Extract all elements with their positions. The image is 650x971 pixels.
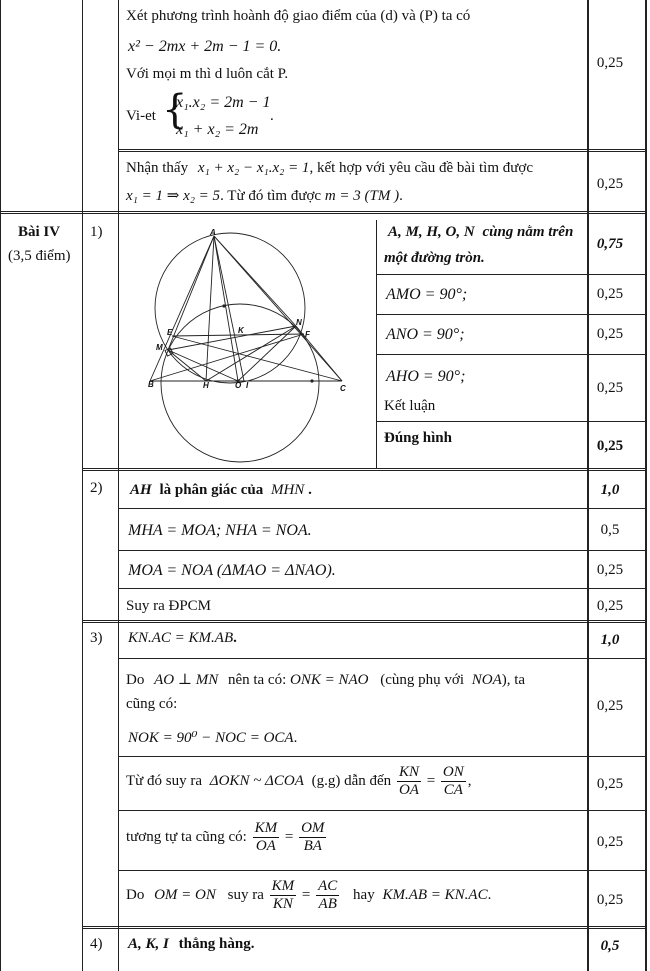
part2-step2-score: 0,25 [596, 562, 624, 578]
row-divider [118, 588, 647, 589]
denominator: KN [272, 896, 293, 912]
bai-points: (3,5 điểm) [8, 248, 71, 264]
row-divider [376, 314, 647, 315]
part3-s2 [126, 764, 472, 799]
numerator: KM [271, 878, 295, 894]
part3-s4-m: OM = ON [154, 886, 216, 903]
circle-amhon [155, 233, 305, 383]
observe-result: m = 3 (TM ) [324, 188, 400, 204]
grid-line [82, 0, 83, 971]
observe-eq2: x₁ = 1 ⇒ x₂ = 5 [126, 188, 221, 204]
part2-step2: MOA = NOA (ΔMAO = ΔNAO). [128, 562, 336, 579]
observe-eq: x₁ + x₂ − x₁.x₂ = 1 [197, 160, 310, 176]
part2-claim-score: 1,0 [600, 482, 620, 498]
observe-line2 [126, 186, 403, 205]
line-am [168, 236, 214, 350]
vieta-dot: . [270, 108, 274, 124]
equals: = [301, 886, 311, 903]
grid-line [118, 0, 119, 971]
label-a: A [210, 228, 216, 237]
row-divider [118, 810, 647, 811]
row-divider [118, 550, 647, 551]
intro-score: 0,25 [596, 55, 624, 71]
row-divider [376, 274, 647, 275]
part4-claim [128, 936, 254, 953]
part3-s2-m: ΔOKN ~ ΔCOA [209, 772, 304, 789]
part3-s4-m2: KM.AB = KN.AC [382, 886, 488, 903]
vieta-eq1: x₁.x₂ = 2m − 1 [176, 94, 271, 111]
numerator: AC [318, 878, 338, 894]
point-marker [310, 379, 313, 382]
vieta-eq2: x₁ + x₂ = 2m [176, 121, 259, 138]
part3-claim-score: 1,0 [600, 632, 620, 648]
part2-number: 2) [90, 480, 103, 496]
part3-s3-a: tương tự ta cũng có: [126, 828, 247, 845]
part3-claim-dot: . [233, 630, 237, 646]
part3-s1-a: Do [126, 672, 145, 688]
line-ac [214, 236, 342, 381]
vieta-label: Vi-et [126, 108, 156, 124]
numerator: ON [442, 764, 464, 780]
part3-s1-d: ), ta [501, 672, 526, 688]
part3-s1-m2: ONK = NAO [290, 672, 369, 688]
observe-text-b: , kết hợp với yêu cầu đề bài tìm được [309, 160, 533, 176]
part3-s1-score: 0,25 [596, 698, 624, 714]
denominator: OA [255, 838, 276, 854]
part2-step1-score: 0,5 [600, 522, 620, 538]
row-divider [376, 421, 647, 422]
row-divider [376, 354, 647, 355]
line-ab [150, 236, 214, 381]
label-c: C [340, 384, 346, 393]
line-nc [296, 326, 342, 381]
intro-line3: Với mọi m thì d luôn cắt P. [126, 66, 289, 82]
part4-claim-math: A, K, I [128, 936, 169, 952]
part3-s1-b: nên ta có: [227, 672, 287, 688]
row-divider [82, 926, 647, 929]
part1-claim-text: cùng nằm trên [482, 224, 574, 240]
part3-s4 [126, 878, 491, 913]
part3-number: 3) [90, 630, 103, 646]
numerator: KM [254, 820, 278, 836]
part1-claim-math: A, M, H, O, N [388, 224, 475, 240]
part1-claim-score: 0,75 [596, 236, 624, 252]
part2-step1: MHA = MOA; NHA = NOA. [128, 522, 312, 539]
fraction [316, 878, 339, 913]
part2-claim-dot: . [308, 482, 312, 498]
label-f: F [305, 330, 310, 339]
part3-s1-line3 [128, 728, 297, 747]
row-divider [0, 211, 647, 214]
part3-s1-line3-math: NOK = 90⁰ − NOC = OCA [128, 730, 294, 746]
observe-text-c: . Từ đó tìm được [220, 188, 322, 204]
part1-step2-score: 0,25 [596, 326, 624, 342]
part4-claim-text: thẳng hàng. [178, 936, 255, 952]
part1-claim-text2: một đường tròn. [384, 250, 485, 266]
row-divider [118, 756, 647, 757]
row-divider [82, 468, 647, 471]
observe-end: . [399, 188, 403, 204]
part1-step3: AHO = 90°; [386, 368, 466, 385]
denominator: BA [303, 838, 322, 854]
part3-s1-line1 [126, 670, 525, 689]
observe-line1 [126, 160, 533, 177]
part2-claim-math2: MHN [270, 482, 305, 498]
numerator: OM [301, 820, 325, 836]
bai-label: Bài IV [18, 224, 61, 240]
part1-step3-score: 0,25 [596, 380, 624, 396]
row-divider [118, 508, 647, 509]
part3-s1-c: (cùng phụ với [380, 672, 464, 688]
line-mo [168, 350, 238, 381]
equals: = [426, 772, 436, 789]
intro-equation: x² − 2mx + 2m − 1 = 0. [128, 38, 282, 55]
part3-s4-end: . [487, 886, 492, 903]
part3-s1-line2: cũng có: [126, 696, 178, 712]
fraction [299, 820, 326, 855]
point-center [222, 304, 225, 307]
vieta-brace: { [162, 87, 188, 133]
part1-step4: Đúng hình [384, 430, 452, 446]
geometry-figure [120, 222, 374, 466]
equals: = [284, 828, 294, 845]
part1-step1-score: 0,25 [596, 286, 624, 302]
part3-s1-line3-dot: . [293, 730, 298, 746]
part3-s1-m3: NOA [471, 672, 502, 688]
denominator: OA [398, 782, 419, 798]
denominator: AB [318, 896, 337, 912]
part3-s3-score: 0,25 [596, 834, 624, 850]
fraction [253, 820, 280, 855]
observe-score: 0,25 [596, 176, 624, 192]
part1-number: 1) [90, 224, 103, 240]
label-i: I [246, 381, 249, 390]
part2-claim-text: là phân giác của [159, 482, 264, 498]
part3-claim [128, 630, 237, 647]
label-n: N [296, 318, 302, 327]
part1-conclusion: Kết luận [384, 398, 436, 414]
label-o: O [235, 381, 242, 390]
part4-number: 4) [90, 936, 103, 952]
part3-claim-math: KN.AC = KM.AB [128, 630, 234, 646]
part1-step2: ANO = 90°; [386, 326, 465, 343]
part4-claim-score: 0,5 [600, 938, 620, 954]
intro-line1: Xét phương trình hoành độ giao điểm của (d) và (P) ta có [126, 8, 471, 24]
label-b: B [148, 380, 154, 389]
fraction [270, 878, 297, 913]
label-h: H [203, 381, 209, 390]
grid-line [0, 0, 1, 971]
denominator: CA [443, 782, 463, 798]
part3-s4-c: hay [353, 886, 375, 903]
part3-s2-score: 0,25 [596, 776, 624, 792]
part2-claim-math: AH [130, 482, 152, 498]
part3-s4-a: Do [126, 886, 145, 903]
part2-step3: Suy ra ĐPCM [126, 598, 212, 614]
observe-text-a: Nhận thấy [126, 160, 189, 176]
part3-s4-b: suy ra [227, 886, 264, 903]
part1-step4-score: 0,25 [596, 438, 624, 454]
fraction [397, 764, 421, 799]
part3-s3 [126, 820, 328, 855]
row-divider [82, 620, 647, 623]
part3-s2-end: , [467, 772, 472, 789]
part3-s2-b: (g.g) dẫn đến [311, 772, 392, 789]
fraction [441, 764, 466, 799]
label-k: K [238, 326, 244, 335]
line-ai [214, 236, 244, 381]
part3-s1-m1: AO ⊥ MN [154, 672, 219, 688]
label-e: E [167, 328, 173, 337]
row-divider [118, 658, 647, 659]
part1-step1: AMO = 90°; [386, 286, 468, 303]
part3-s4-score: 0,25 [596, 892, 624, 908]
part2-claim [130, 482, 312, 499]
numerator: KN [398, 764, 419, 780]
label-m: M [156, 343, 163, 352]
grid-line [376, 220, 377, 468]
part1-claim [388, 224, 573, 241]
part2-step3-score: 0,25 [596, 598, 624, 614]
part3-s2-a: Từ đó suy ra [126, 772, 203, 789]
row-divider [118, 149, 647, 152]
row-divider [118, 870, 647, 871]
